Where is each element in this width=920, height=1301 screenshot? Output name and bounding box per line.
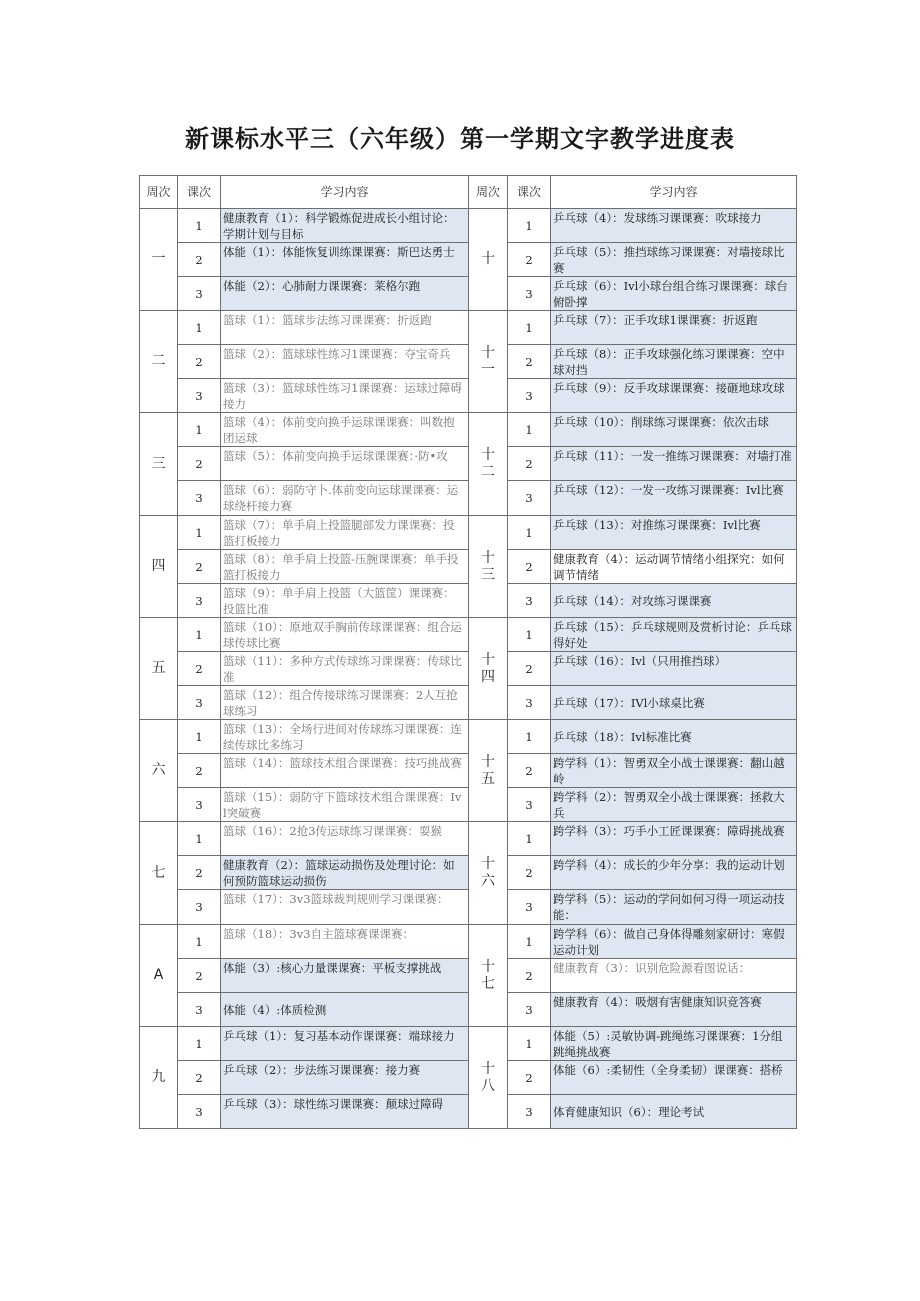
left-lesson-content: 篮球（15）：弱防守下篮球技术组合课课赛：Ivl突破赛: [221, 788, 469, 822]
right-lesson-content: 乒乓球（8）：正手攻球强化练习课课赛：空中球对挡: [551, 345, 797, 379]
right-lesson-content: 乒乓球（15）：乒乓球规则及赏析讨论：乒乓球得好处: [551, 618, 797, 652]
schedule-table: [139, 175, 797, 1129]
left-lesson-content: 篮球（18）：3v3自主篮球赛课课赛：: [221, 925, 469, 959]
table-row: [140, 345, 797, 379]
right-week-cell: 十六: [469, 822, 508, 925]
right-lesson-number: 1: [508, 1027, 551, 1061]
right-lesson-content: 乒乓球（14）：对攻练习课课赛: [551, 584, 797, 618]
right-week-cell: 十: [469, 209, 508, 311]
left-lesson-number: 2: [178, 243, 221, 277]
left-lesson-number: 3: [178, 686, 221, 720]
right-lesson-number: 1: [508, 822, 551, 856]
left-lesson-number: 1: [178, 311, 221, 345]
left-lesson-content: 篮球（9）：单手肩上投篮（大篮筐）课课赛：投篮比准: [221, 584, 469, 618]
left-lesson-number: 3: [178, 890, 221, 925]
left-week-cell: 五: [140, 618, 178, 720]
table-row: [140, 925, 797, 959]
left-lesson-content: 体能（2）：心肺耐力课课赛：莱格尔跑: [221, 277, 469, 311]
table-row: [140, 788, 797, 822]
right-lesson-number: 3: [508, 277, 551, 311]
right-lesson-content: 乒乓球（10）：削球练习课课赛：依次击球: [551, 413, 797, 447]
left-lesson-content: 乒乓球（1）：复习基本动作课课赛：端球接力: [221, 1027, 469, 1061]
left-week-cell: 二: [140, 311, 178, 413]
right-lesson-number: 1: [508, 925, 551, 959]
left-lesson-number: 2: [178, 1061, 221, 1095]
right-lesson-number: 2: [508, 652, 551, 686]
left-lesson-content: 篮球（12）：组合传接球练习课课赛：2人互抢球练习: [221, 686, 469, 720]
right-lesson-content: 乒乓球（6）：Ivl小球台组合练习课课赛：球台俯卧撑: [551, 277, 797, 311]
right-lesson-content: 乒乓球（13）：对推练习课课赛：Ivl比赛: [551, 516, 797, 550]
left-lesson-content: 篮球（14）：篮球技术组合课课赛：技巧挑战赛: [221, 754, 469, 788]
left-lesson-number: 3: [178, 379, 221, 413]
table-row: [140, 243, 797, 277]
table-row: [140, 550, 797, 584]
left-lesson-number: 3: [178, 481, 221, 516]
right-week-cell: 十七: [469, 925, 508, 1027]
left-lesson-number: 3: [178, 584, 221, 618]
right-lesson-number: 2: [508, 856, 551, 890]
left-content-header: 学习内容: [221, 176, 469, 209]
right-lesson-number: 3: [508, 993, 551, 1027]
right-lesson-number: 1: [508, 618, 551, 652]
right-week-header: 周次: [469, 176, 508, 209]
left-lesson-content: 篮球（16）：2抢3传运球练习课课赛：耍猴: [221, 822, 469, 856]
right-lesson-number: 3: [508, 1095, 551, 1129]
table-row: [140, 856, 797, 890]
right-lesson-content: 体育健康知识（6）：理论考试: [551, 1095, 797, 1129]
left-lesson-header: 课次: [178, 176, 221, 209]
left-lesson-content: 篮球（6）：弱防守卜.体前变向运球课课赛：运球绕杆接力赛: [221, 481, 469, 516]
left-lesson-number: 1: [178, 209, 221, 243]
left-lesson-number: 2: [178, 345, 221, 379]
table-row: [140, 516, 797, 550]
left-lesson-number: 2: [178, 856, 221, 890]
right-lesson-number: 3: [508, 788, 551, 822]
right-lesson-content: 体能（5）:灵敏协调-跳绳练习课课赛：1分组跳绳挑战赛: [551, 1027, 797, 1061]
right-lesson-content: 健康教育（4）：运动调节情绪小组探究：如何调节情绪: [551, 550, 797, 584]
right-lesson-content: 乒乓球（7）：正手攻球1课课赛：折返跑: [551, 311, 797, 345]
right-lesson-content: 乒乓球（4）：发球练习课课赛：吹球接力: [551, 209, 797, 243]
left-lesson-number: 1: [178, 720, 221, 754]
table-row: [140, 618, 797, 652]
right-lesson-number: 1: [508, 720, 551, 754]
left-lesson-content: 篮球（10）：原地双手胸前传球课课赛：组合运球传球比赛: [221, 618, 469, 652]
right-lesson-number: 3: [508, 379, 551, 413]
right-lesson-number: 1: [508, 209, 551, 243]
table-row: [140, 1027, 797, 1061]
right-lesson-content: 乒乓球（11）：一发一推练习课课赛：对墙打准: [551, 447, 797, 481]
table-row: [140, 686, 797, 720]
page-title: 新课标水平三（六年级）第一学期文字教学进度表: [185, 125, 735, 153]
right-lesson-content: 乒乓球（16）：Ivl（只用推挡球）: [551, 652, 797, 686]
right-lesson-header: 课次: [508, 176, 551, 209]
left-lesson-number: 1: [178, 516, 221, 550]
right-lesson-content: 跨学科（5）：运动的学问如何习得一项运动技能：: [551, 890, 797, 925]
left-lesson-number: 3: [178, 277, 221, 311]
right-lesson-number: 3: [508, 584, 551, 618]
left-lesson-number: 2: [178, 447, 221, 481]
left-lesson-content: 篮球（3）：篮球球性练习1课课赛：运球过障碍接力: [221, 379, 469, 413]
table-row: [140, 652, 797, 686]
left-week-cell: 三: [140, 413, 178, 516]
left-lesson-content: 乒乓球（2）：步法练习课课赛：接力赛: [221, 1061, 469, 1095]
left-week-cell: A: [140, 925, 178, 1027]
right-lesson-content: 乒乓球（18）：Ivl标准比赛: [551, 720, 797, 754]
left-lesson-number: 1: [178, 925, 221, 959]
right-lesson-number: 2: [508, 243, 551, 277]
table-row: [140, 413, 797, 447]
left-lesson-content: 篮球（8）：单手肩上投篮-压腕课课赛：单手投篮打板接力: [221, 550, 469, 584]
left-week-header: 周次: [140, 176, 178, 209]
table-row: [140, 822, 797, 856]
right-lesson-content: 跨学科（3）：巧手小工匠课课赛：障碍挑战赛: [551, 822, 797, 856]
right-lesson-content: 体能（6）:柔韧性（全身柔韧）课课赛：搭桥: [551, 1061, 797, 1095]
right-lesson-number: 1: [508, 516, 551, 550]
right-lesson-number: 2: [508, 959, 551, 993]
table-row: [140, 311, 797, 345]
table-row: [140, 754, 797, 788]
left-lesson-content: 篮球（11）：多种方式传球练习课课赛：传球比准: [221, 652, 469, 686]
left-lesson-number: 2: [178, 652, 221, 686]
left-lesson-content: 篮球（2）：篮球球性练习1课课赛：夺宝奇兵: [221, 345, 469, 379]
table-row: [140, 720, 797, 754]
table-row: [140, 379, 797, 413]
right-lesson-number: 3: [508, 481, 551, 516]
table-row: [140, 1095, 797, 1129]
left-lesson-content: 健康教育（1）：科学锻炼促进成长小组讨论：学期计划与目标: [221, 209, 469, 243]
table-row: [140, 209, 797, 243]
left-lesson-content: 篮球（5）：体前变向换手运球课课赛：·防•攻: [221, 447, 469, 481]
right-lesson-content: 乒乓球（12）：一发一攻练习课课赛：Ivl比赛: [551, 481, 797, 516]
right-lesson-content: 跨学科（1）：智勇双全小战士课课赛：翻山越岭: [551, 754, 797, 788]
left-lesson-content: 体能（4）:体质检测: [221, 993, 469, 1027]
left-week-cell: 九: [140, 1027, 178, 1129]
right-week-cell: 十四: [469, 618, 508, 720]
left-week-cell: 六: [140, 720, 178, 822]
right-week-cell: 十八: [469, 1027, 508, 1129]
right-week-cell: 十一: [469, 311, 508, 413]
right-lesson-number: 2: [508, 345, 551, 379]
left-lesson-number: 2: [178, 550, 221, 584]
left-lesson-content: 篮球（13）：全场行进间对传球练习课课赛：连续传球比多练习: [221, 720, 469, 754]
left-lesson-content: 健康教育（2）：篮球运动损伤及处理讨论：如何预防篮球运动损伤: [221, 856, 469, 890]
left-week-cell: 四: [140, 516, 178, 618]
table-row: [140, 1061, 797, 1095]
right-lesson-number: 2: [508, 447, 551, 481]
right-lesson-content: 跨学科（2）：智勇双全小战士课课赛：拯救大兵: [551, 788, 797, 822]
right-lesson-number: 2: [508, 754, 551, 788]
table-row: [140, 993, 797, 1027]
table-row: [140, 890, 797, 925]
right-content-header: 学习内容: [551, 176, 797, 209]
left-lesson-content: 乒乓球（3）：球性练习课课赛：颠球过障碍: [221, 1095, 469, 1129]
right-week-cell: 十三: [469, 516, 508, 618]
right-lesson-content: 健康教育（4）：吸烟有害健康知识竞答赛: [551, 993, 797, 1027]
right-lesson-content: 健康教育（3）：识别危险源看图说话：: [551, 959, 797, 993]
left-lesson-number: 3: [178, 1095, 221, 1129]
left-lesson-content: 体能（3）:核心力量课课赛：平板支撑挑战: [221, 959, 469, 993]
left-lesson-content: 篮球（1）：篮球步法练习课课赛：折返跑: [221, 311, 469, 345]
table-row: [140, 481, 797, 516]
left-lesson-number: 3: [178, 788, 221, 822]
left-lesson-content: 篮球（17）：3v3篮球裁判规则学习课课赛：: [221, 890, 469, 925]
left-lesson-number: 1: [178, 822, 221, 856]
left-lesson-content: 篮球（7）：单手肩上投篮腿部发力课课赛：投篮打板接力: [221, 516, 469, 550]
left-lesson-content: 体能（1）：体能恢复训练课课赛：斯巴达勇士: [221, 243, 469, 277]
table-row: [140, 447, 797, 481]
left-week-cell: 一: [140, 209, 178, 311]
right-lesson-number: 2: [508, 550, 551, 584]
right-week-cell: 十五: [469, 720, 508, 822]
table-row: [140, 959, 797, 993]
right-week-cell: 十二: [469, 413, 508, 516]
right-lesson-number: 3: [508, 686, 551, 720]
left-lesson-content: 篮球（4）：体前变向换手运球课课赛：叫数抱团运球: [221, 413, 469, 447]
table-row: [140, 584, 797, 618]
right-lesson-content: 乒乓球（17）：IVl小球桌比赛: [551, 686, 797, 720]
left-lesson-number: 3: [178, 993, 221, 1027]
right-lesson-content: 跨学科（4）：成长的少年分享：我的运动计划: [551, 856, 797, 890]
left-lesson-number: 1: [178, 413, 221, 447]
right-lesson-number: 1: [508, 311, 551, 345]
right-lesson-number: 2: [508, 1061, 551, 1095]
left-lesson-number: 2: [178, 959, 221, 993]
left-week-cell: 七: [140, 822, 178, 925]
right-lesson-content: 乒乓球（5）：推挡球练习课课赛：对墙接球比赛: [551, 243, 797, 277]
left-lesson-number: 1: [178, 618, 221, 652]
left-lesson-number: 2: [178, 754, 221, 788]
right-lesson-number: 1: [508, 413, 551, 447]
right-lesson-content: 跨学科（6）：做自己身体得雕刻家研讨：寒假运动计划: [551, 925, 797, 959]
right-lesson-content: 乒乓球（9）：反手攻球课课赛：接砸地球攻球: [551, 379, 797, 413]
table-row: [140, 277, 797, 311]
left-lesson-number: 1: [178, 1027, 221, 1061]
right-lesson-number: 3: [508, 890, 551, 925]
